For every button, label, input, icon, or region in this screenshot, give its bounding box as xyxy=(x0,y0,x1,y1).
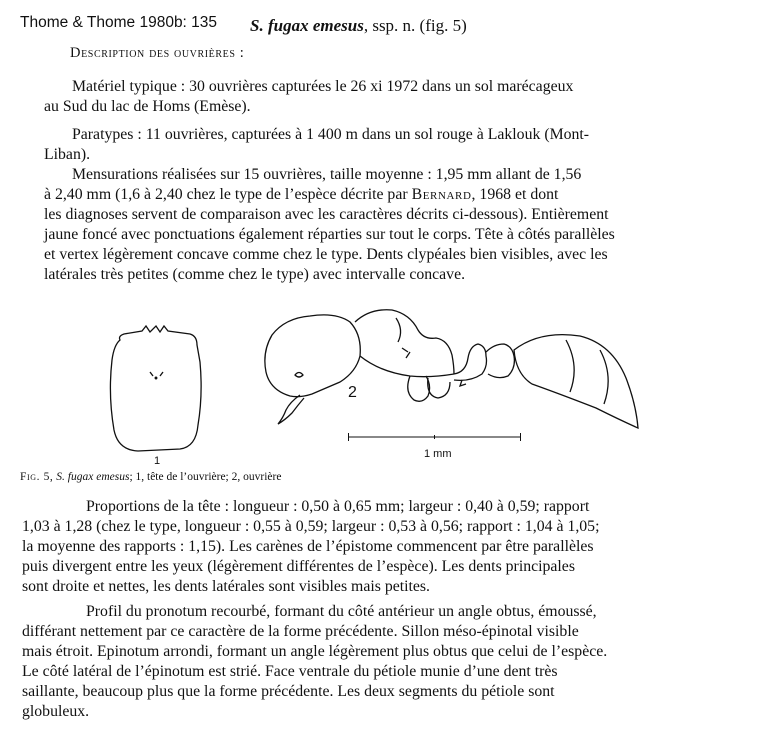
species-name: S. fugax emesus xyxy=(250,16,364,35)
text-line: saillante, beaucoup plus que la forme précédente. Les deux segments du pétiole sont xyxy=(22,683,555,700)
text-line xyxy=(44,185,558,206)
text-line: 1,03 à 1,28 (chez le type, longueur : 0,55 à 0,59; largeur : 0,53 à 0,56; rapport : 1,04 à 1,05; xyxy=(22,518,600,535)
text-line: puis divergent entre les yeux (légèrement différentes de l’espèce). Les dents principales xyxy=(22,558,575,575)
citation-reference: Thome & Thome 1980b: 135 xyxy=(20,14,218,31)
species-heading xyxy=(250,16,467,36)
text-line: Liban). xyxy=(44,146,91,163)
text-span: à 2,40 mm (1,6 à 2,40 chez le type de l’espèce décrite par xyxy=(44,186,408,203)
text-line: latérales très petites (comme chez le type) avec intervalle concave. xyxy=(44,266,466,283)
text-line: Proportions de la tête : longueur : 0,50 à 0,65 mm; largeur : 0,40 à 0,59; rapport xyxy=(86,498,590,515)
text-line: Paratypes : 11 ouvrières, capturées à 1 400 m dans un sol rouge à Laklouk (Mont- xyxy=(72,126,590,143)
text-line: Le côté latéral de l’épinotum est strié. Face ventrale du pétiole munie d’une dent très xyxy=(22,663,558,680)
author-name: Bernard xyxy=(411,186,472,203)
text-line: jaune foncé avec ponctuations également réparties sur tout le corps. Tête à côtés parallèles xyxy=(44,226,615,243)
text-line: mais étroit. Epinotum arrondi, formant un angle légèrement plus obtus que celui de l’espèce. xyxy=(22,643,608,660)
figure-label-2: 2 xyxy=(348,384,357,401)
text-line: Matériel typique : 30 ouvrières capturées le 26 xi 1972 dans un sol marécageux xyxy=(72,78,574,95)
caption-prefix: Fig. 5, xyxy=(20,471,54,483)
text-line: Profil du pronotum recourbé, formant du côté antérieur un angle obtus, émoussé, xyxy=(86,603,597,620)
text-line: globuleux. xyxy=(22,703,90,720)
text-line: les diagnoses servent de comparaison avec les caractères décrits ci-dessous). Entièrement xyxy=(44,206,609,223)
text-line: sont droite et nettes, les dents latérales sont visibles mais petites. xyxy=(22,578,431,595)
text-line: et vertex légèrement concave comme chez le type. Dents clypéales bien visibles, avec les xyxy=(44,246,608,263)
text-line: Mensurations réalisées sur 15 ouvrières, taille moyenne : 1,95 mm allant de 1,56 xyxy=(72,166,582,183)
scale-bar-label: 1 mm xyxy=(424,448,452,460)
text-line: la moyenne des rapports : 1,15). Les carènes de l’épistome commencent par être parallèles xyxy=(22,538,594,555)
figure-label-1: 1 xyxy=(154,455,161,467)
text-line: différant nettement par ce caractère de la forme précédente. Sillon méso-épinotal visible xyxy=(22,623,579,640)
section-title: Description des ouvrières : xyxy=(70,45,245,61)
caption-taxon: S. fugax emesus xyxy=(56,471,130,483)
figure-caption xyxy=(20,471,281,483)
text-span: , 1968 et dont xyxy=(471,186,559,203)
heading-suffix: , ssp. n. (fig. 5) xyxy=(363,16,467,35)
caption-text: ; 1, tête de l’ouvrière; 2, ouvrière xyxy=(129,471,282,483)
text-line: au Sud du lac de Homs (Emèse). xyxy=(44,98,251,115)
